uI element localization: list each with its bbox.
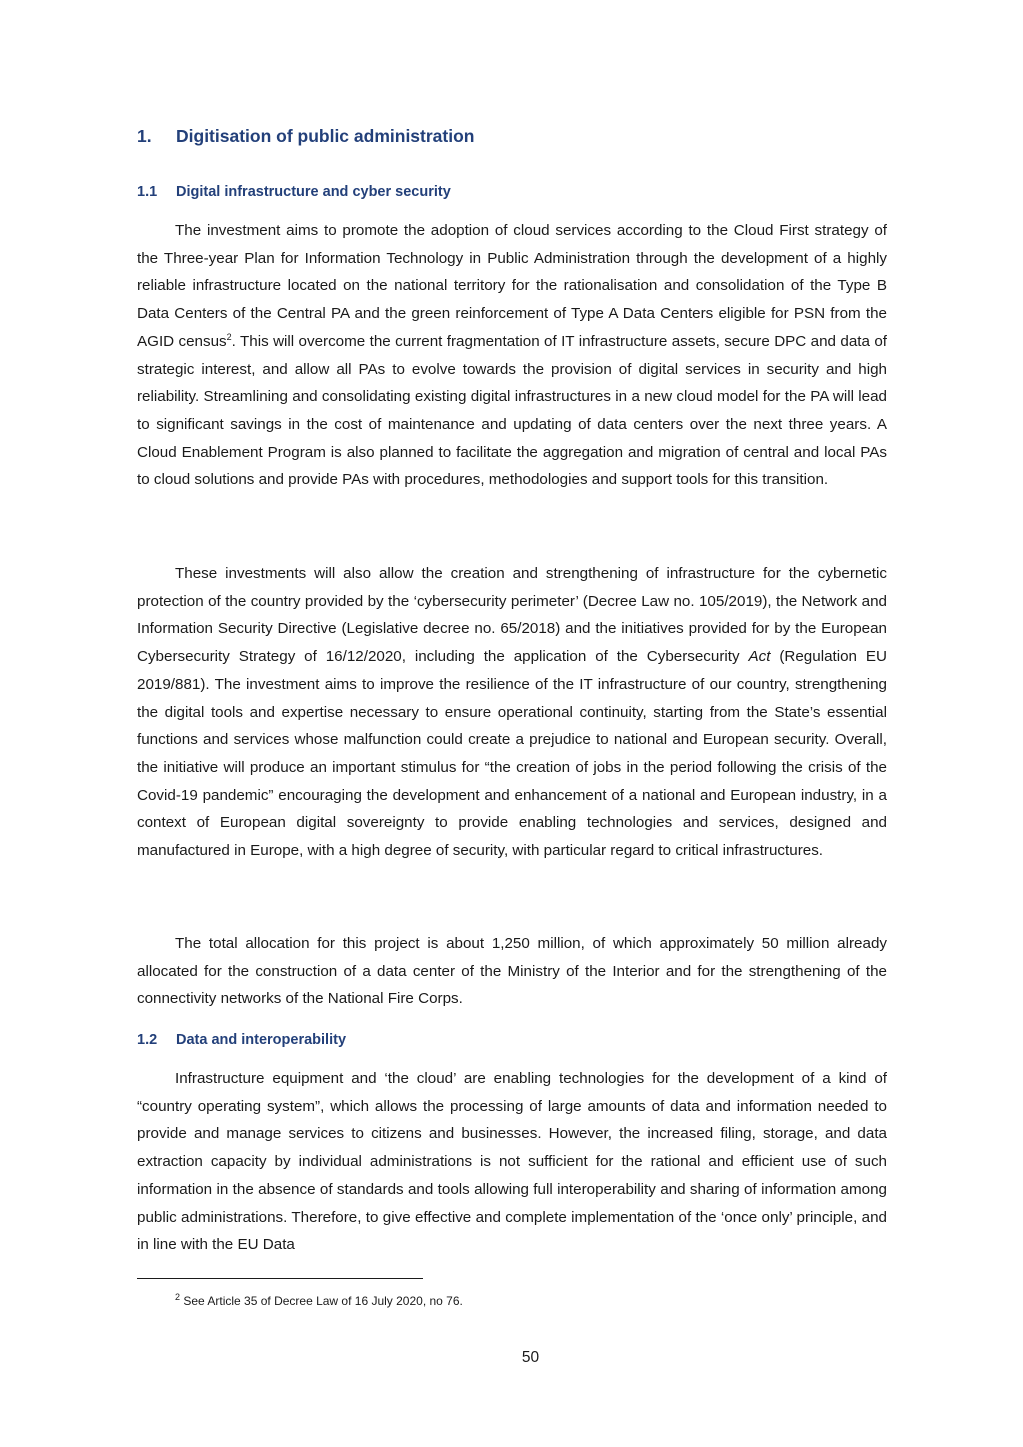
footnote-separator [137,1278,423,1279]
subsection-title: Digital infrastructure and cyber security [176,184,451,200]
paragraph-text: (Regulation EU 2019/881). The investment aims to improve the resilience of the IT infrastructure of our country, strengthening the digital tools and expertise necessary to ensure operational continuity, starting from the State’s essential functions and services whose malfunction could create a prejudice to national and European security. Overall, the initiative will produce an important stimulus for “the creation of jobs in the period following the crisis of the Covid-19 pandemic” encouraging the development and enhancement of a national and European industry, in a context of European digital sovereignty to provide enabling technologies and services, designed and manufactured in Europe, with a high degree of security, with particular regard to critical infrastructures. [137,648,887,860]
paragraph-text: The total allocation for this project is about 1,250 million, of which approximately 50 million already allocated for the construction of a data center of the Ministry of the Interior and for the strengthening of the connectivity networks of the National Fire Corps. [137,935,887,1008]
section-heading [137,126,887,147]
paragraph-cloud-investment [137,217,887,494]
footnote [175,1292,463,1308]
section-number: 1. [137,126,152,146]
subsection-heading-1-1 [137,184,887,200]
paragraph-text: . This will overcome the current fragmentation of IT infrastructure assets, secure DPC and data of strategic interest, and allow all PAs to evolve towards the provision of digital services in security and high reliability. Streamlining and consolidating existing digital infrastructures in a new cloud model for the PA will lead to significant savings in the cost of maintenance and updating of data centers over the next three years. A Cloud Enablement Program is also planned to facilitate the aggregation and migration of central and local PAs to cloud solutions and provide PAs with procedures, methodologies and support tools for this transition. [137,332,887,489]
subsection-title: Data and interoperability [176,1032,347,1048]
paragraph-text: Infrastructure equipment and ‘the cloud’ are enabling technologies for the development of a kind of “country operating system”, which allows the processing of large amounts of data and information needed to provide and manage services to citizens and businesses. However, the increased filing, storage, and data extraction capacity by individual administrations is not sufficient for the rational and efficient use of such information in the absence of standards and tools allowing full interoperability and sharing of information among public administrations. Therefore, to give effective and complete implementation of the ‘once only’ principle, and in line with the EU Data [137,1070,887,1254]
paragraph-italic-text: Act [748,648,771,666]
footnote-reference: 2 [226,331,232,342]
section-title: Digitisation of public administration [176,126,475,146]
page-number: 50 [521,1349,540,1366]
subsection-number: 1.2 [137,1032,158,1048]
subsection-heading-1-2 [137,1032,887,1048]
paragraph-text: The investment aims to promote the adoption of cloud services according to the Cloud First strategy of the Three-year Plan for Information Technology in Public Administration through the development of a highly reliable infrastructure located on the national territory for the rationalisation and consolidation of the Type B Data Centers of the Central PA and the green reinforcement of Type A Data Centers eligible for PSN from the AGID census [137,222,887,350]
paragraph-text: These investments will also allow the creation and strengthening of infrastructure for the cybernetic protection of the country provided by the ‘cybersecurity perimeter’ (Decree Law no. 105/2019), the Network and Information Security Directive (Legislative decree no. 65/2018) and the initiatives provided for by the European Cybersecurity Strategy of 16/12/2020, including the application of the Cybersecurity [137,565,887,666]
subsection-number: 1.1 [137,184,158,200]
footnote-number: 2 [175,1292,181,1302]
paragraph-data-interoperability [137,1065,887,1259]
paragraph-total-allocation [137,930,887,1013]
paragraph-cybersecurity [137,560,887,865]
footnote-text: See Article 35 of Decree Law of 16 July 2020, no 76. [180,1294,463,1308]
